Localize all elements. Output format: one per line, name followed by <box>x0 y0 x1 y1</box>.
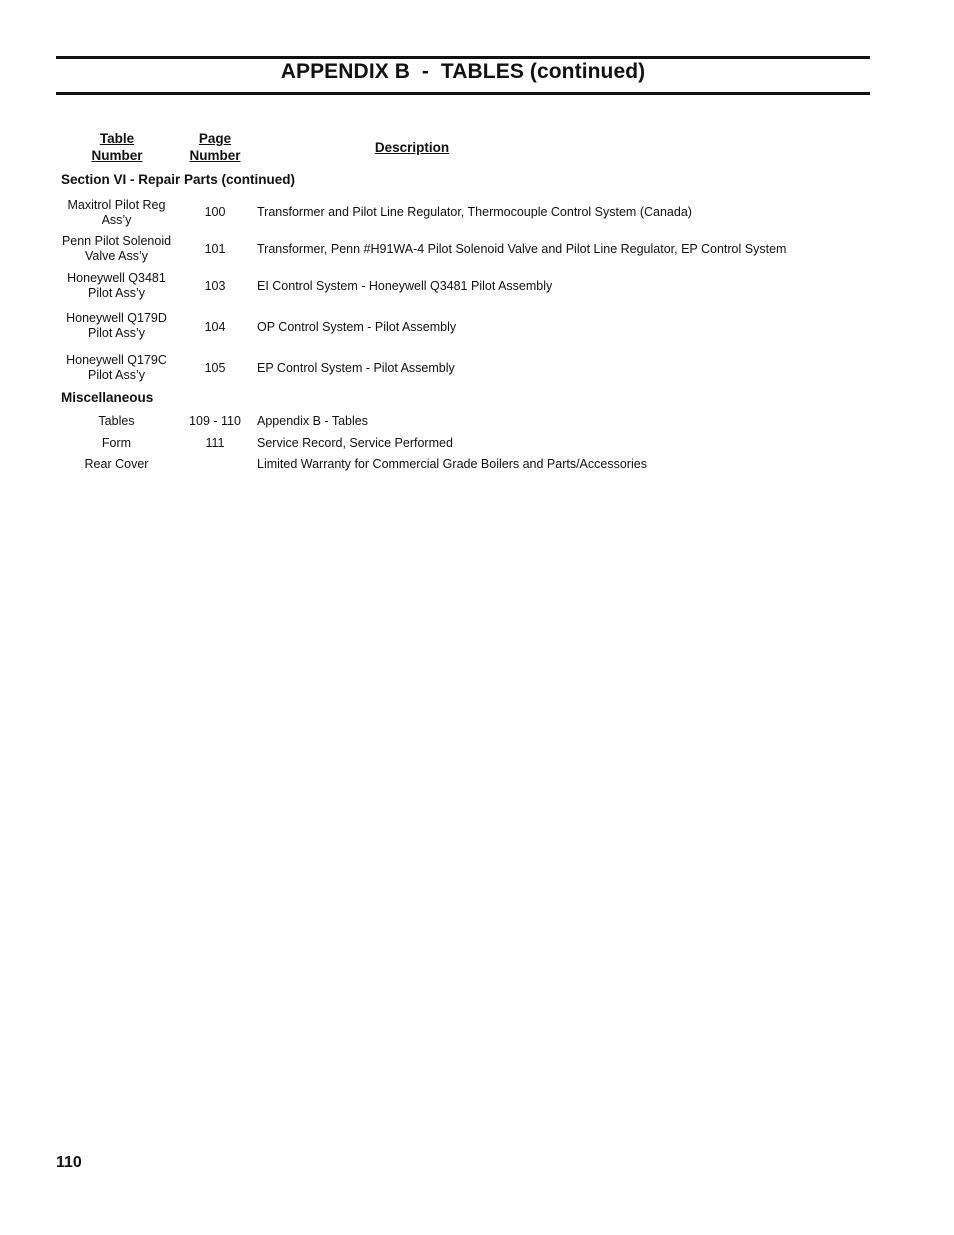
section-heading: Miscellaneous <box>61 390 154 405</box>
page-number-cell: 104 <box>204 320 226 334</box>
header-rule-bottom <box>56 92 870 95</box>
page-number-cell: 100 <box>204 205 226 219</box>
column-header-table-number-line2: Number <box>91 148 143 163</box>
table-number-cell: Honeywell Q3481 Pilot Ass’y <box>67 271 166 300</box>
description-cell: EP Control System - Pilot Assembly <box>257 361 455 375</box>
page-number-cell: 111 <box>205 436 225 450</box>
table-number-cell: Tables <box>98 414 135 428</box>
page-number-cell: 101 <box>204 242 226 256</box>
description-cell: OP Control System - Pilot Assembly <box>257 320 457 334</box>
column-header-page-number-line1: Page <box>198 131 232 146</box>
column-header-description: Description <box>374 140 450 155</box>
page-number: 110 <box>56 1154 82 1171</box>
header-rule-top <box>56 56 870 59</box>
table-number-cell: Honeywell Q179C Pilot Ass’y <box>66 353 167 382</box>
description-cell: Service Record, Service Performed <box>257 436 453 450</box>
column-header-page-number <box>180 130 250 164</box>
table-number-cell: Penn Pilot Solenoid Valve Ass’y <box>61 234 172 263</box>
description-cell: Limited Warranty for Commercial Grade Boilers and Parts/Accessories <box>257 457 647 471</box>
page-number-cell: 105 <box>204 361 226 375</box>
description-cell: Appendix B - Tables <box>257 414 368 428</box>
page-title: APPENDIX B - TABLES (continued) <box>280 60 646 83</box>
column-header-page-number-line2: Number <box>189 148 241 163</box>
page-number-cell: 109 - 110 <box>189 414 241 428</box>
description-cell: Transformer, Penn #H91WA-4 Pilot Solenoid Valve and Pilot Line Regulator, EP Control System <box>257 242 787 256</box>
section-heading: Section VI - Repair Parts (continued) <box>61 172 296 187</box>
description-cell: Transformer and Pilot Line Regulator, Thermocouple Control System (Canada) <box>257 205 692 219</box>
column-header-table-number-line1: Table <box>99 131 135 146</box>
table-number-cell: Maxitrol Pilot Reg Ass’y <box>67 198 166 227</box>
table-number-cell: Honeywell Q179D Pilot Ass’y <box>66 311 167 340</box>
description-cell: EI Control System - Honeywell Q3481 Pilot Assembly <box>257 279 553 293</box>
column-header-table-number <box>66 130 168 164</box>
page-number-cell: 103 <box>204 279 226 293</box>
table-number-cell: Form <box>101 436 132 450</box>
table-number-cell: Rear Cover <box>84 457 149 471</box>
